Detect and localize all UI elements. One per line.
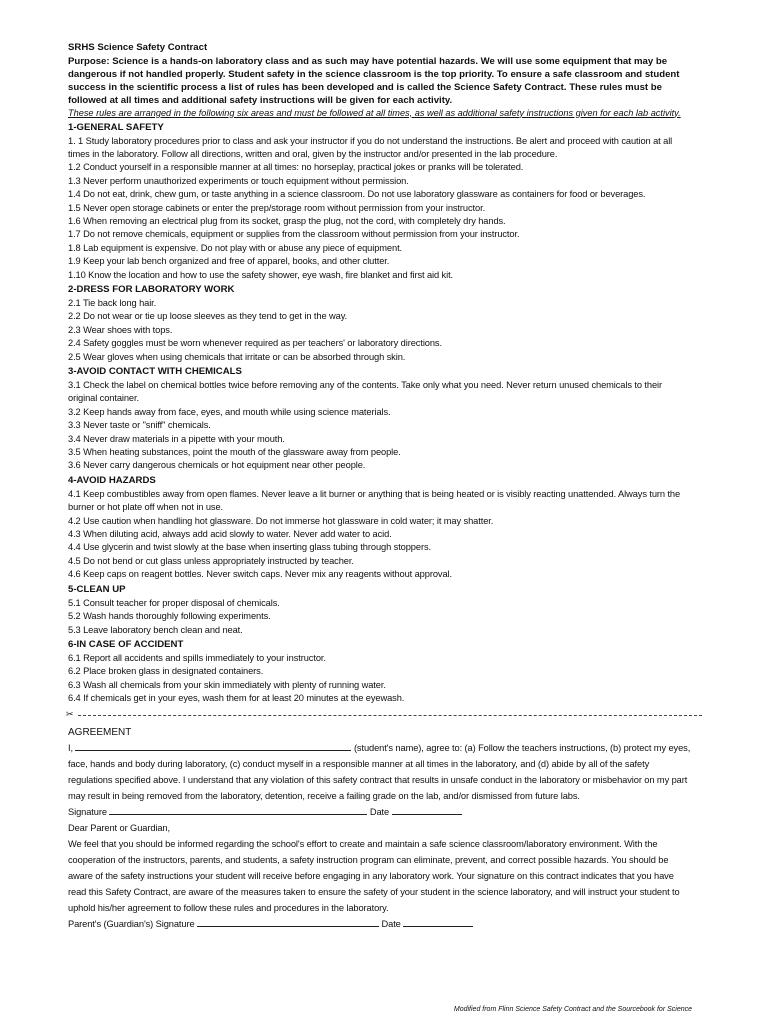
rules-section — [68, 121, 692, 282]
rule-item: 2.3 Wear shoes with tops. — [68, 324, 173, 335]
i-label: I, — [68, 742, 73, 753]
rule-item: 3.1 Check the label on chemical bottles twice before removing any of the contents. Take only what you need. Never return unused chemicals to their original container. — [68, 380, 662, 404]
rule-item: 2.5 Wear gloves when using chemicals that irritate or can be absorbed through skin. — [68, 351, 406, 362]
parent-date-field[interactable] — [403, 917, 473, 927]
rule-item: 1.3 Never perform unauthorized experiments or touch equipment without permission. — [68, 175, 409, 186]
section-heading: 5-CLEAN UP — [68, 583, 126, 595]
intro-note: These rules are arranged in the following six areas and must be followed at all times, as well as additional safety instructions given for each lab activity. — [68, 107, 681, 118]
dear-parent: Dear Parent or Guardian, — [68, 822, 170, 833]
rule-item: 1.2 Conduct yourself in a responsible manner at all times: no horseplay, practical jokes or pranks will be tolerated. — [68, 162, 524, 173]
student-signature-line — [68, 804, 692, 820]
rule-item: 1.10 Know the location and how to use the safety shower, eye wash, fire blanket and first aid kit. — [68, 269, 454, 280]
cut-line — [68, 709, 692, 721]
rule-item: 3.2 Keep hands away from face, eyes, and mouth while using science materials. — [68, 406, 391, 417]
rule-item: 3.6 Never carry dangerous chemicals or hot equipment near other people. — [68, 460, 366, 471]
student-name-field[interactable] — [75, 741, 351, 751]
rules-list — [68, 652, 692, 706]
rule-item: 4.6 Keep caps on reagent bottles. Never switch caps. Never mix any reagents without approval. — [68, 569, 452, 580]
rules-section — [68, 474, 692, 582]
rules-list — [68, 297, 692, 364]
rule-item: 5.1 Consult teacher for proper disposal of chemicals. — [68, 597, 280, 608]
rule-item: 5.3 Leave laboratory bench clean and neat. — [68, 624, 243, 635]
student-agreement — [68, 740, 692, 804]
student-signature-field[interactable] — [109, 805, 367, 815]
document-title: SRHS Science Safety Contract — [68, 42, 208, 53]
rule-item: 3.3 Never taste or "sniff" chemicals. — [68, 420, 211, 431]
section-heading: 3-AVOID CONTACT WITH CHEMICALS — [68, 366, 242, 377]
rule-item: 4.5 Do not bend or cut glass unless appropriately instructed by teacher. — [68, 555, 354, 566]
section-heading: 6-IN CASE OF ACCIDENT — [68, 638, 184, 650]
section-heading: 1-GENERAL SAFETY — [68, 121, 164, 133]
rule-item: 1.6 When removing an electrical plug from its socket, grasp the plug, not the cord, with completely dry hands. — [68, 215, 506, 226]
student-date-field[interactable] — [392, 805, 462, 815]
rule-item: 1.5 Never open storage cabinets or enter the prep/storage room without permission from your instructor. — [68, 202, 486, 213]
rule-item: 1. 1 Study laboratory procedures prior to class and ask your instructor if you do not understand the instructions. Be alert and proceed with caution at all times in the laboratory. Follow all directions, written and oral, given by the instructor and/or presented in the lab procedure. — [68, 135, 673, 159]
date-label: Date — [369, 806, 390, 817]
rule-item: 2.2 Do not wear or tie up loose sleeves as they tend to get in the way. — [68, 311, 348, 322]
parent-date-label: Date — [381, 918, 401, 929]
scissors-icon: ✂ — [66, 708, 74, 719]
section-heading: 2-DRESS FOR LABORATORY WORK — [68, 283, 235, 295]
purpose-paragraph: Purpose: Science is a hands-on laboratory class and as such may have potential hazards. We will use some equipment that may be dangerous if not handled properly. Student safety in the science classroom is the top priority. To ensure a safe classroom and student success in the scientific process a list of rules has been developed and is called the Science Safety Contract. These rules must be followed at all times and additional safety instructions will be given for each activity. — [68, 55, 680, 106]
rule-item: 3.5 When heating substances, point the mouth of the glassware away from people. — [68, 447, 401, 458]
rule-item: 5.2 Wash hands thoroughly following experiments. — [68, 611, 271, 622]
rules-sections — [68, 121, 692, 706]
rule-item: 1.9 Keep your lab bench organized and free of apparel, books, and other clutter. — [68, 256, 390, 267]
parent-signature-field[interactable] — [197, 917, 379, 927]
rules-list — [68, 135, 692, 282]
rule-item: 6.2 Place broken glass in designated containers. — [68, 666, 264, 677]
signature-label: Signature — [68, 806, 107, 817]
rule-item: 6.4 If chemicals get in your eyes, wash them for at least 20 minutes at the eyewash. — [68, 693, 405, 704]
rule-item: 3.4 Never draw materials in a pipette with your mouth. — [68, 433, 285, 444]
rule-item: 6.1 Report all accidents and spills immediately to your instructor. — [68, 652, 326, 663]
rule-item: 1.7 Do not remove chemicals, equipment or supplies from the classroom without permission from your instructor. — [68, 229, 520, 240]
parent-signature-label: Parent's (Guardian's) Signature — [68, 918, 195, 929]
rules-section — [68, 365, 692, 473]
rules-list — [68, 488, 692, 582]
student-agreement-text: (student's name), agree to: (a) Follow the teachers instructions, (b) protect my eyes, face, hands and body during laboratory, (c) conduct myself in a responsible manner at all times in the laboratory, and (d) abide by all of the safety regulations specified above. I understand that any violation of this safety contract that results in unsafe conduct in the laboratory or misbehavior on my part may result in being removed from the laboratory, detention, receive a failing grade on the lab, and/or dismissed from future labs. — [68, 742, 691, 801]
rule-item: 4.2 Use caution when handling hot glassware. Do not immerse hot glassware in cold water; it may shatter. — [68, 515, 494, 526]
rules-section — [68, 583, 692, 637]
rule-item: 6.3 Wash all chemicals from your skin immediately with plenty of running water. — [68, 679, 386, 690]
rule-item: 2.1 Tie back long hair. — [68, 297, 157, 308]
rule-item: 4.4 Use glycerin and twist slowly at the base when inserting glass tubing through stoppers. — [68, 542, 431, 553]
agreement-heading: AGREEMENT — [68, 726, 132, 738]
rules-section — [68, 283, 692, 364]
contract-page — [68, 40, 692, 932]
section-heading: 4-AVOID HAZARDS — [68, 474, 156, 486]
rule-item: 1.8 Lab equipment is expensive. Do not play with or abuse any piece of equipment. — [68, 242, 403, 253]
rule-item: 4.1 Keep combustibles away from open flames. Never leave a lit burner or anything that is being heated or is visibly reacting unattended. Always turn the burner or hot plate off when not in use. — [68, 488, 681, 513]
cut-dashed-line — [78, 715, 702, 716]
parent-signature-line — [68, 916, 692, 932]
rule-item: 2.4 Safety goggles must be worn whenever required as per teachers' or laboratory directions. — [68, 338, 442, 349]
footer-credit: Modified from Flinn Science Safety Contract and the Sourcebook for Science — [453, 1006, 692, 1013]
rule-item: 4.3 When diluting acid, always add acid slowly to water. Never add water to acid. — [68, 529, 392, 540]
rules-list — [68, 379, 692, 473]
rules-section — [68, 638, 692, 706]
parent-paragraph: We feel that you should be informed regarding the school's effort to create and maintain a safe science classroom/laboratory environment. With the cooperation of the instructors, parents, and students, a safety instruction program can eliminate, prevent, and correct possible hazards. You should be aware of the safety instructions your student will receive before engaging in any laboratory work. Your signature on this contract indicates that you have read this Safety Contract, are aware of the measures taken to ensure the safety of your student in the science laboratory, and will instruct your student to uphold his/her agreement to follow these rules and procedures in the laboratory. — [68, 838, 680, 913]
rules-list — [68, 597, 692, 637]
rule-item: 1.4 Do not eat, drink, chew gum, or taste anything in a science classroom. Do not use laboratory glassware as containers for food or beverages. — [68, 189, 646, 200]
